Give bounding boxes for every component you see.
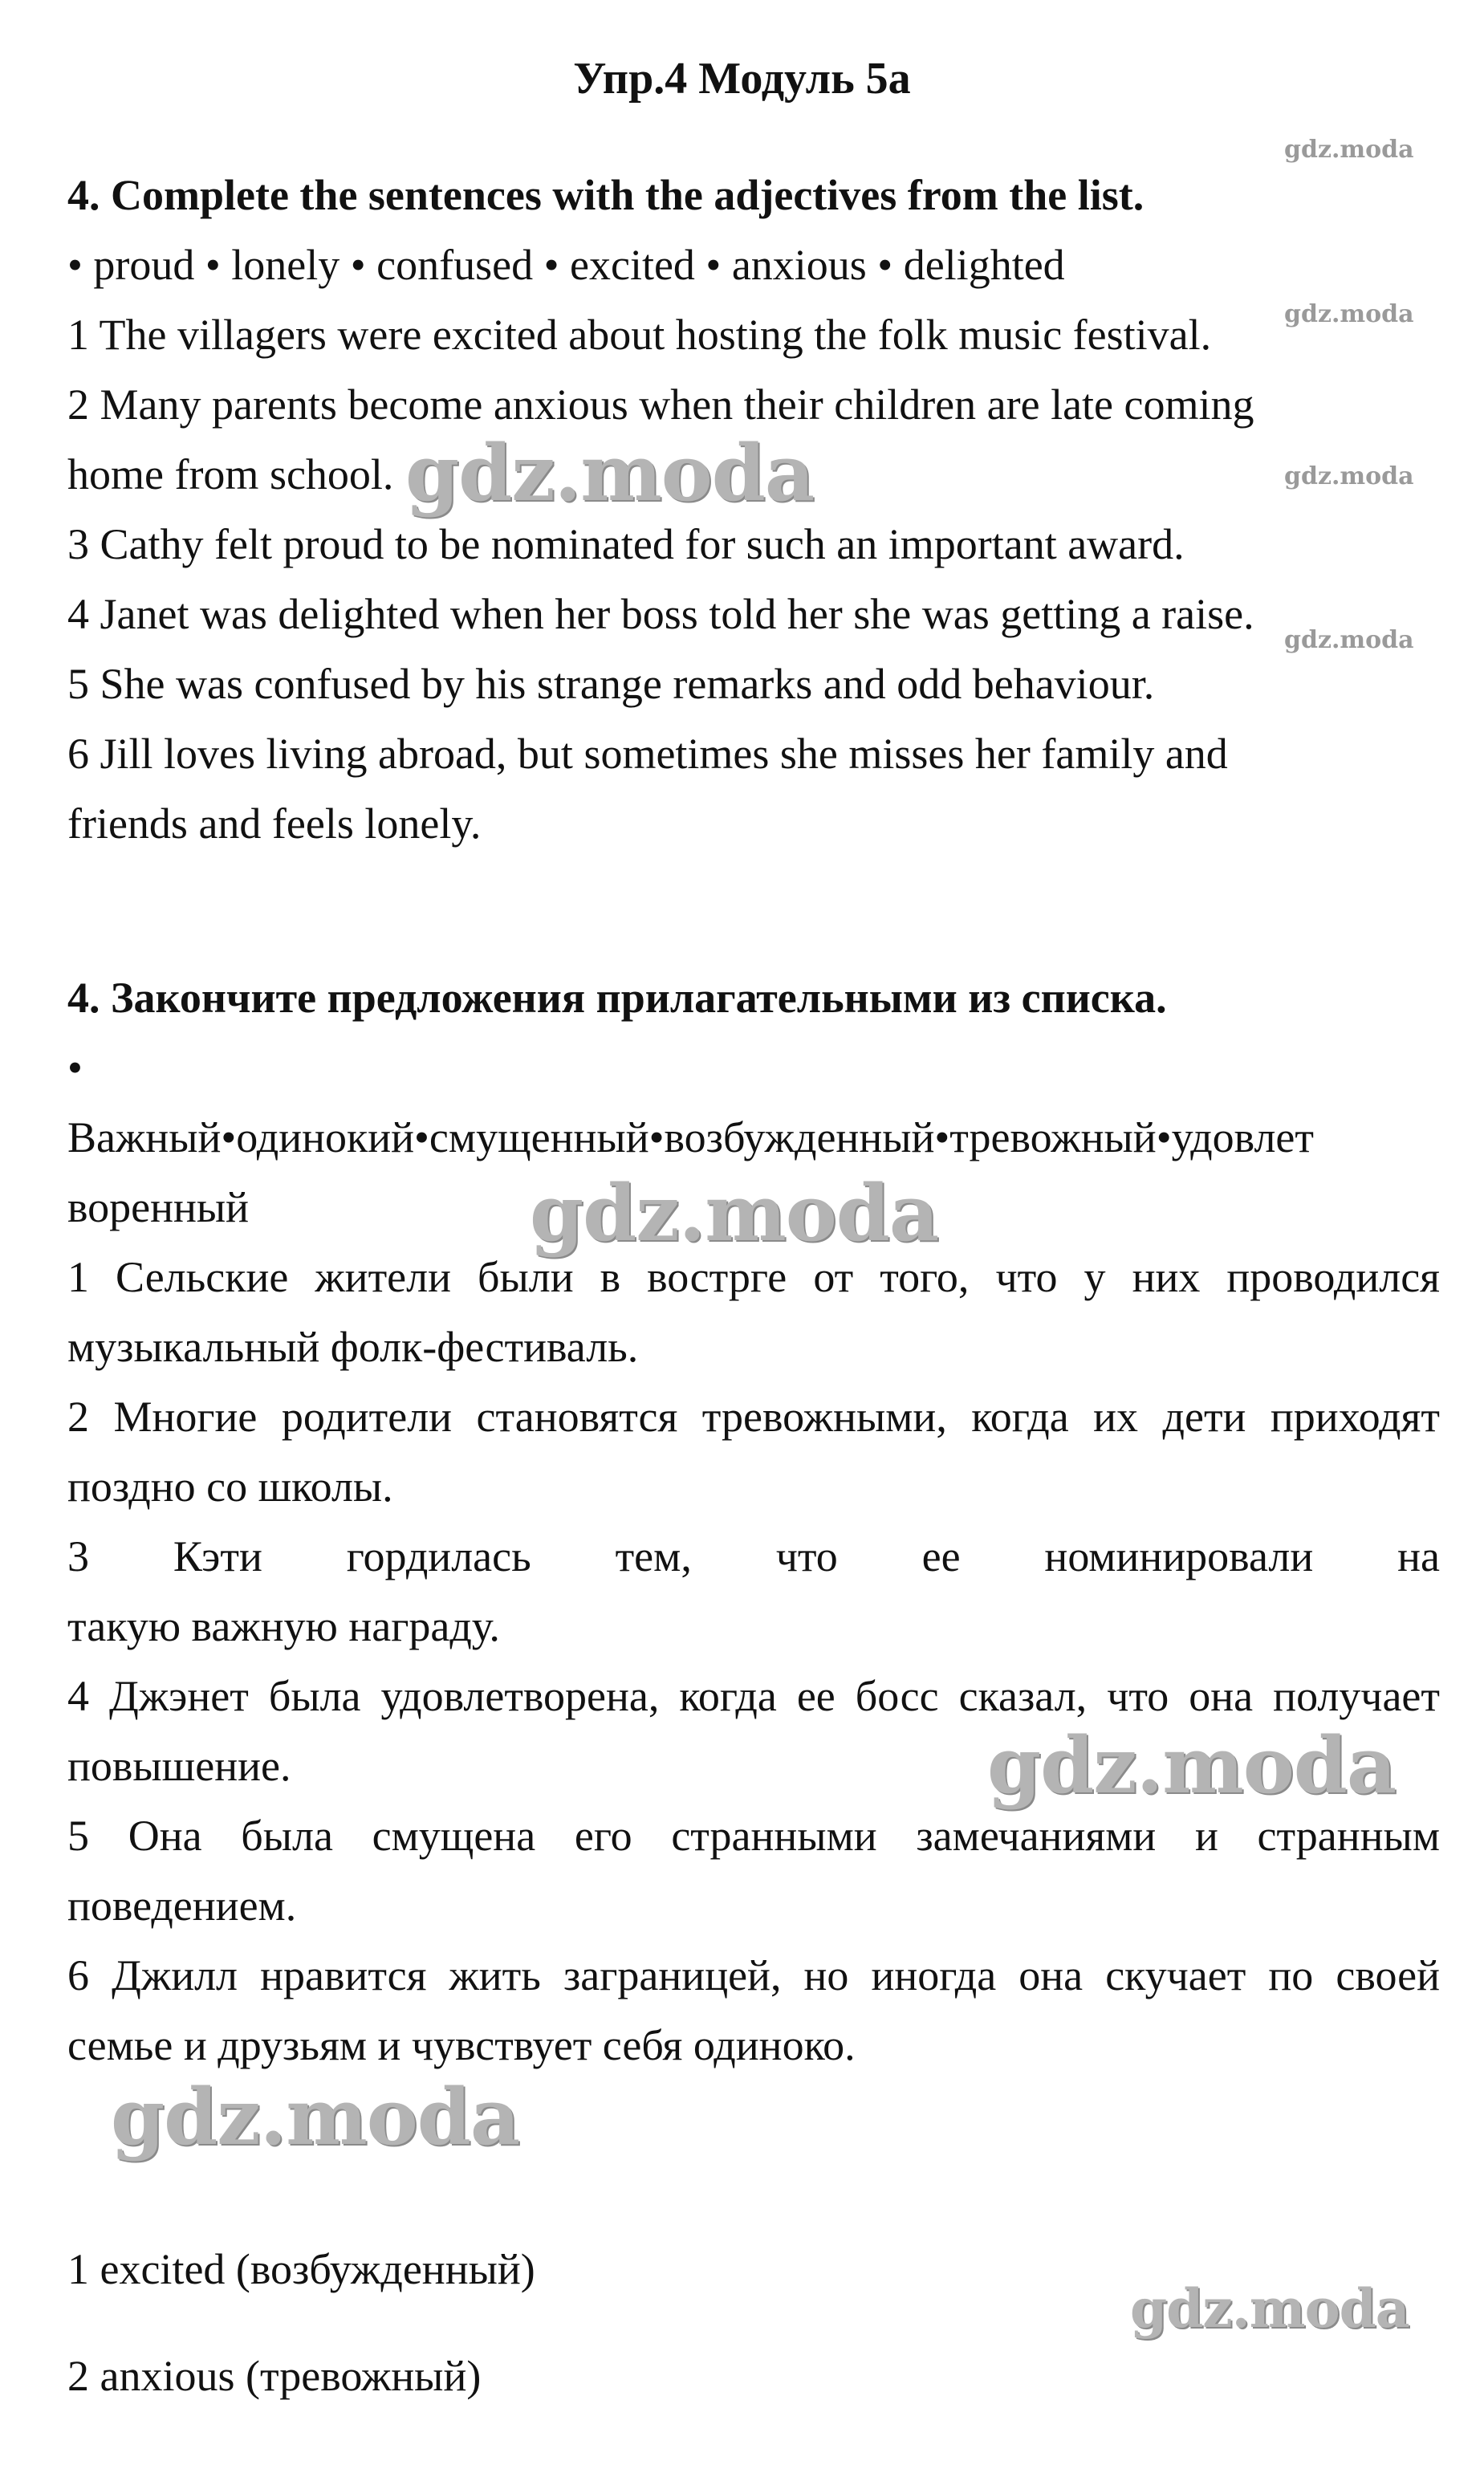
russian-line: поздно со школы. (67, 1462, 393, 1511)
english-sentence: 6 Jill loves living abroad, but sometimes she misses her family and (67, 730, 1228, 778)
english-sentence: friends and feels lonely. (67, 799, 482, 848)
english-sentence: 3 Cathy felt proud to be nominated for such an important award. (67, 520, 1185, 568)
english-sentence: 1 The villagers were excited about hosting the folk music festival. (67, 311, 1212, 359)
english-sentence: home from school. (67, 450, 394, 498)
page-title: Упр.4 Модуль 5a (573, 54, 911, 104)
watermark-small: gdz.moda (1284, 136, 1414, 164)
russian-line: 1 Сельские жители были в вострге от того, что у них проводился (67, 1253, 1440, 1301)
watermark-small: gdz.moda (1284, 300, 1414, 328)
watermark-large: gdz.moda (405, 428, 815, 519)
russian-line: музыкальный фолк-фестиваль. (67, 1323, 639, 1371)
russian-line: семье и друзьям и чувствует себя одиноко. (67, 2021, 856, 2069)
russian-line: повышение. (67, 1742, 291, 1790)
answer-item: 2 anxious (тревожный) (67, 2352, 482, 2400)
russian-line: такую важную награду. (67, 1602, 500, 1650)
english-sentence: 4 Janet was delighted when her boss told her she was getting a raise. (67, 590, 1254, 638)
russian-line: 6 Джилл нравится жить заграницей, но иногда она скучает по своей (67, 1951, 1440, 1999)
russian-line: 2 Многие родители становятся тревожными, когда их дети приходят (67, 1393, 1440, 1441)
russian-word-list: воренный (67, 1183, 250, 1231)
russian-line: поведением. (67, 1881, 297, 1930)
watermark-large: gdz.moda (1130, 2277, 1409, 2340)
watermark-large: gdz.moda (111, 2072, 520, 2162)
english-word-list: • proud • lonely • confused • excited • anxious • delighted (67, 241, 1065, 289)
russian-line: 5 Она была смущена его странными замечаниями и странным (67, 1812, 1440, 1860)
watermark-large: gdz.moda (530, 1168, 939, 1259)
watermark-large: gdz.moda (987, 1720, 1397, 1811)
english-sentence: 5 She was confused by his strange remarks and odd behaviour. (67, 660, 1155, 708)
russian-word-list: Важный•одинокий•смущенный•возбужденный•тревожный•удовлет (67, 1113, 1314, 1161)
english-heading: 4. Complete the sentences with the adjectives from the list. (67, 171, 1145, 219)
russian-bullet: • (67, 1043, 83, 1092)
russian-heading: 4. Закончите предложения прилагательными из списка. (67, 974, 1167, 1022)
answer-item: 1 excited (возбужденный) (67, 2245, 535, 2293)
english-sentence: 2 Many parents become anxious when their children are late coming (67, 380, 1254, 429)
watermark-small: gdz.moda (1284, 626, 1414, 654)
watermark-small: gdz.moda (1284, 462, 1414, 490)
russian-line: 3 Кэти гордилась тем, что ее номинировали на (67, 1532, 1440, 1580)
russian-line: 4 Джэнет была удовлетворена, когда ее босс сказал, что она получает (67, 1672, 1440, 1720)
